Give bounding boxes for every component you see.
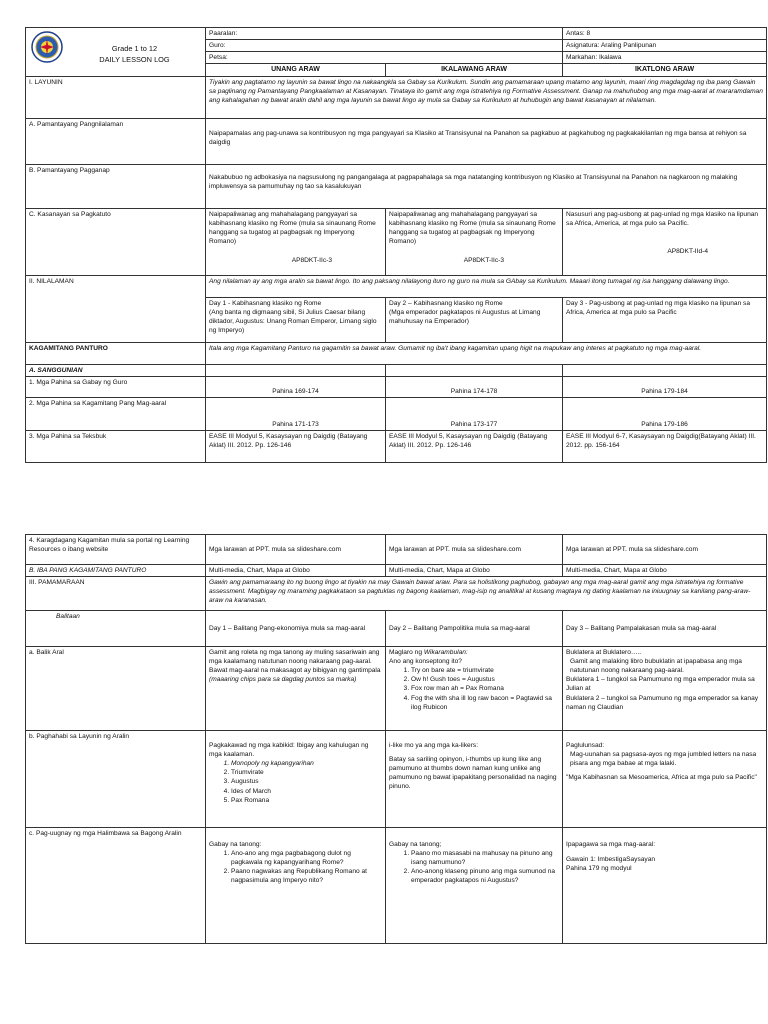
paghahabi-day2 <box>386 731 563 828</box>
day1-header: UNANG ARAW <box>206 64 386 77</box>
kasanayan-day3-text: Nasusuri ang pag-usbong at pag-unlad ng mga klasiko na lipunan sa Africa, America, at mga pulo sa Pacific. <box>566 210 759 228</box>
paghahabi-day3 <box>563 731 767 828</box>
gawain-1: Gawain 1: ImbestigaSaysayan <box>566 856 656 864</box>
sanggunian-label: A. SANGGUNIAN <box>26 364 206 376</box>
list-item: 2. Ano-anong klaseng pinuno ang mga sumunod na emperador pagkatapos ni Augustus? <box>411 867 559 885</box>
list-item: 1. Paano mo masasabi na mahusay na pinuno ang isang namumuno? <box>411 849 559 867</box>
paglulunsad-text: Mag-uunahan sa pagsasa-ayos ng mga jumbled letters na nasa pisara ang mga babae at mga lalaki. <box>570 751 757 768</box>
gawain-1-pahina: Pahina 179 ng modyul <box>566 865 632 873</box>
pag-uugnay-day3 <box>563 828 767 944</box>
header-logo-cell <box>26 28 206 77</box>
ipapagawa-title: Ipapagawa sa mga mag-aaral: <box>566 841 656 849</box>
asignatura-field: Asignatura: Araling Panlipunan <box>563 40 767 52</box>
day2-header: IKALAWANG ARAW <box>386 64 563 77</box>
gabay-guro-day2: Pahina 174-178 <box>386 377 563 398</box>
paghahabi-day1-text: Pagkakawad ng mga kabikid: Ibigay ang kahulugan ng mga kaalaman. <box>209 742 369 759</box>
kagamitang-magaaral-label: 2. Mga Pahina sa Kagamitang Pang Mag-aaral <box>26 398 206 431</box>
balitaan-label: Balitaan <box>26 611 206 647</box>
gabay-tanong-day2: Gabay na tanong; <box>389 841 442 849</box>
paghahabi-day2-title: i-like mo ya ang mga ka-likers: <box>389 742 479 750</box>
iba-pang-day3: Multi-media, Chart, Mapa at Globo <box>563 565 767 577</box>
lesson-log-table-page2 <box>25 534 767 944</box>
list-item: 2. Triumvirate <box>231 768 382 777</box>
balitaan-day1: Day 1 – Balitang Pang-ekonomiya mula sa mag-aaral <box>206 611 386 647</box>
kagamitang-magaaral-day2: Pahina 173-177 <box>386 398 563 431</box>
kagamitang-magaaral-day3: Pahina 179-186 <box>563 398 767 431</box>
kasanayan-label: C. Kasanayan sa Pagkatuto <box>26 208 206 275</box>
balitaan-day2: Day 2 – Balitang Pampolitika mula sa mag-aaral <box>386 611 563 647</box>
buklatera-1: Buklatera 1 – tungkol sa Pamumuno ng mga emperador mula sa Julian at <box>566 676 755 693</box>
list-item: 4. Fog the with sha ill log raw bacon = Pagtawid sa ilog Rubicon <box>411 694 559 712</box>
pamantayang-pagganap-label: B. Pamantayang Pagganap <box>26 164 206 208</box>
gabay-guro-day3: Pahina 179-184 <box>563 377 767 398</box>
kasanayan-day2-text: Naipapaliwanag ang mahahalagang pangyayari sa kabihasnang klasiko ng Rome (mula sa sinaunang Rome hanggang sa tugatog at pagbagsak ng Imperyong Romano) <box>389 210 556 246</box>
pamantayang-pangnilalaman-text: Naipapamalas ang pag-unawa sa kontribusyon ng mga pangyayari sa Klasiko at Transisyunal na Panahon sa pagkabuo at pagkahubog ng pagkakakilanlan ng mga bansa at rehiyon sa daigdig <box>206 118 767 164</box>
karagdagang-day3: Mga larawan at PPT. mula sa slideshare.com <box>563 535 767 565</box>
petsa-field: Petsa: <box>206 52 563 64</box>
kasanayan-day1-text: Naipapaliwanag ang mahahalagang pangyayari sa kabihasnang klasiko ng Rome (mula sa sinaunang Rome hanggang sa tugatog at pagbagsak ng Imperyong Romano) <box>209 210 376 246</box>
balik-aral-day1 <box>206 647 386 731</box>
markahan-field: Markahan: Ikalawa <box>563 52 767 64</box>
pag-uugnay-label: c. Pag-uugnay ng mga Halimbawa sa Bagong Aralin <box>26 828 206 944</box>
list-item: 1. Monopoly ng kapangyarihan <box>231 759 382 768</box>
paghahabi-day2-text: Batay sa sariling opinyon, i-thumbs up kung like ang pamumuno at thumbs down naman kung unlike ang pamumuno ng bawat ipapakitang personalidad na naging pinuno. <box>389 756 557 791</box>
list-item: 2. Ow h! Gush toes = Augustus <box>411 675 559 684</box>
iba-pang-label: B. IBA PANG KAGAMITANG PANTURO <box>26 565 206 577</box>
deped-seal-icon <box>31 31 63 63</box>
balik-aral-day2-intro: Maglaro ng <box>389 649 424 657</box>
paghahabi-day1-list <box>209 759 382 804</box>
kasanayan-day3 <box>563 208 767 275</box>
pamantayang-pangnilalaman-label: A. Pamantayang Pangnilalaman <box>26 118 206 164</box>
balik-aral-day2-question: Ano ang konseptong ito? <box>389 658 462 666</box>
balik-aral-day3 <box>563 647 767 731</box>
karagdagang-label: 4. Karagdagang Kagamitan mula sa portal ng Learning Resources o ibang website <box>26 535 206 565</box>
teksbuk-day3: EASE III Modyul 6-7, Kasaysayan ng Daigdig(Batayang Aklat) III. 2012. pp. 156-164 <box>563 431 767 463</box>
iba-pang-day2: Multi-media, Chart, Mapa at Globo <box>386 565 563 577</box>
balik-aral-label: a. Balik Aral <box>26 647 206 731</box>
iba-pang-day1: Multi-media, Chart, Mapa at Globo <box>206 565 386 577</box>
kagamitan-label: KAGAMITANG PANTURO <box>26 342 206 364</box>
buklatera-text: Gamit ang malaking libro bubuklatin at ipapabasa ang mga natutunan noong nakaraang pag-aaral. <box>570 658 742 675</box>
list-item: 2. Paano nagwakas ang Republikang Romano at nagpasimula ang Imperyo nito? <box>231 867 382 885</box>
guro-field: Guro: <box>206 40 563 52</box>
list-item: 4. Ides of March <box>231 787 382 796</box>
buklatera-2: Buklatera 2 – tungkol sa Pamumuno ng mga emperador sa kanay naman ng Claudian <box>566 694 759 711</box>
balik-aral-day1-note: (maaaring chips para sa dagdag puntos sa marka) <box>209 676 357 684</box>
karagdagang-day1: Mga larawan at PPT. mula sa slideshare.com <box>206 535 386 565</box>
kasanayan-day1-code: AP8DKT-IIc-3 <box>291 257 332 265</box>
paglulunsad-title: Paglulunsad: <box>566 742 605 750</box>
list-item: 3. Fox row man ah = Pax Romana <box>411 684 559 693</box>
balik-aral-day1-text: Gamit ang roleta ng mga tanong ay muling sasariwain ang mga kaalamang natutunan noong nakaraang pag-aaral. Bawat mag-aaral na makasagot ay bibigyan ng gantimpala <box>209 649 381 675</box>
list-item: 5. Pax Romana <box>231 796 382 805</box>
pag-uugnay-day1 <box>206 828 386 944</box>
teksbuk-day2: EASE III Modyul 5, Kasaysayan ng Daigdig (Batayang Aklat) III. 2012. Pp. 126-146 <box>386 431 563 463</box>
title-grade: Grade 1 to 12 <box>111 44 158 53</box>
day3-header: IKATLONG ARAW <box>563 64 767 77</box>
wikarambulan-list <box>389 666 559 711</box>
teksbuk-label: 3. Mga Pahina sa Teksbuk <box>26 431 206 463</box>
buklatera-title: Buklatera at Buklatero….. <box>566 649 642 657</box>
nilalaman-text: Ang nilalaman ay ang mga aralin sa bawat lingo. Ito ang paksang nilalayong ituro ng guro na mula sa GAbay sa Kurikulum. Maaari itong tumagal ng isa hanggang dalawang lingo. <box>206 275 767 297</box>
nilalaman-day2: Day 2 – Kabihasnang klasiko ng Rome (Mga emperador pagkatapos ni Augustus at Limang mahuhusay na Emperador) <box>386 297 563 342</box>
pag-uugnay-day2-list <box>389 849 559 885</box>
antas-field: Antas: 8 <box>563 28 767 40</box>
paaralan-field: Paaralan: <box>206 28 563 40</box>
layunin-text: Tiyakin ang pagtatamo ng layunin sa bawat lingo na nakaangkla sa Gabay sa Kurikulum. Sundin ang pamamaraan upang matamo ang layunin, maari ring magdagdag ng iba pang Gawain sa paglinang ng Pamantayang Pangkaalaman at Kasanayan. Tinataya ito gamit ang mga istratehiya ng Formative Assessment. Ganap na mahuhubog ang mga mag-aaral at mararamdaman ang kahalagahan ng bawat aralin dahil ang mga layunin sa bawat lingo ay mula sa Gabay sa Kurikulum at huhubugin ang bawat kasanayan at nilalaman. <box>206 76 767 118</box>
kasanayan-day2-code: AP8DKT-IIc-3 <box>463 257 505 265</box>
balik-aral-day2 <box>386 647 563 731</box>
list-item: 3. Augustus <box>231 777 382 786</box>
nilalaman-day1: Day 1 - Kabihasnang klasiko ng Rome (Ang banta ng digmaang sibil, Si Julius Caesar bilang diktador, Augustus: Unang Roman Emperor, Limang siglo ng Imperyo) <box>206 297 386 342</box>
gabay-tanong-day1: Gabay na tanong: <box>209 841 262 849</box>
pamantayang-pagganap-text: Nakabubuo ng adbokasiya na nagsusulong ng pangangalaga at pagpapahalaga sa mga natatanging kontribusyon ng Klasiko at Transisyunal na Panahon na nagkaroon ng malaking impluwensya sa pamumuhay ng tao sa kasalukuyan <box>206 164 767 208</box>
gabay-guro-day1: Pahina 169-174 <box>206 377 386 398</box>
wikarambulan-label: Wikarambulan: <box>423 649 468 657</box>
lesson-log-table-page1 <box>25 27 767 463</box>
list-item: 1. Try on bare ate = triumvirate <box>411 666 559 675</box>
nilalaman-label: II. NILALAMAN <box>26 275 206 342</box>
teksbuk-day1: EASE III Modyul 5, Kasaysayan ng Daigdig (Batayang Aklat) III. 2012. Pp. 126-146 <box>206 431 386 463</box>
kasanayan-day2 <box>386 208 563 275</box>
paghahabi-day1 <box>206 731 386 828</box>
pamamaraan-text: Gawin ang pamamaraang ito ng buong lingo at tiyakin na may Gawain bawat araw. Para sa holistikong paghubog, gabayan ang mga mag-aaral gamit ang mga istratehiya ng formative assessment. Magbigay ng maraming pagkakataon sa pagtuklas ng bagong kaalaman, mag-isip ng analitikal at kusang magtaya ng dating kaalaman na iniuugnay sa kanilang pang-araw-araw na karanasan. <box>206 577 767 611</box>
pag-uugnay-day2 <box>386 828 563 944</box>
title-daily-lesson-log: DAILY LESSON LOG <box>99 55 170 65</box>
nilalaman-day3: Day 3 - Pag-usbong at pag-unlad ng mga klasiko na lipunan sa Africa, America at mga pulo sa Pacific <box>563 297 767 342</box>
balitaan-day3: Day 3 – Balitang Pampalakasan mula sa mag-aaral <box>563 611 767 647</box>
pag-uugnay-day1-list <box>209 849 382 885</box>
paglulunsad-quote: "Mga Kabihasnan sa Mesoamerica, Africa at mga pulo sa Pacific" <box>566 774 757 782</box>
gabay-guro-label: 1. Mga Pahina sa Gabay ng Guro <box>26 377 206 398</box>
layunin-label: I. LAYUNIN <box>26 76 206 118</box>
kagamitan-text: Itala ang mga Kagamitang Panturo na gagamitin sa bawat araw. Gumamit ng iba't ibang kagamitan upang higit na mapukaw ang interes at pagkatuto ng mga mag-aaral. <box>206 342 767 364</box>
kagamitang-magaaral-day1: Pahina 171-173 <box>206 398 386 431</box>
pamamaraan-label: III. PAMAMARAAN <box>26 577 206 611</box>
karagdagang-day2: Mga larawan at PPT. mula sa slideshare.com <box>386 535 563 565</box>
kasanayan-day1 <box>206 208 386 275</box>
kasanayan-day3-code: AP8DKT-IId-4 <box>667 248 709 256</box>
paghahabi-label: b. Paghahabi sa Layunin ng Aralin <box>26 731 206 828</box>
list-item: 1. Ano-ano ang mga pagbabagong dulot ng pagkawala ng kapangyarihang Rome? <box>231 849 382 867</box>
